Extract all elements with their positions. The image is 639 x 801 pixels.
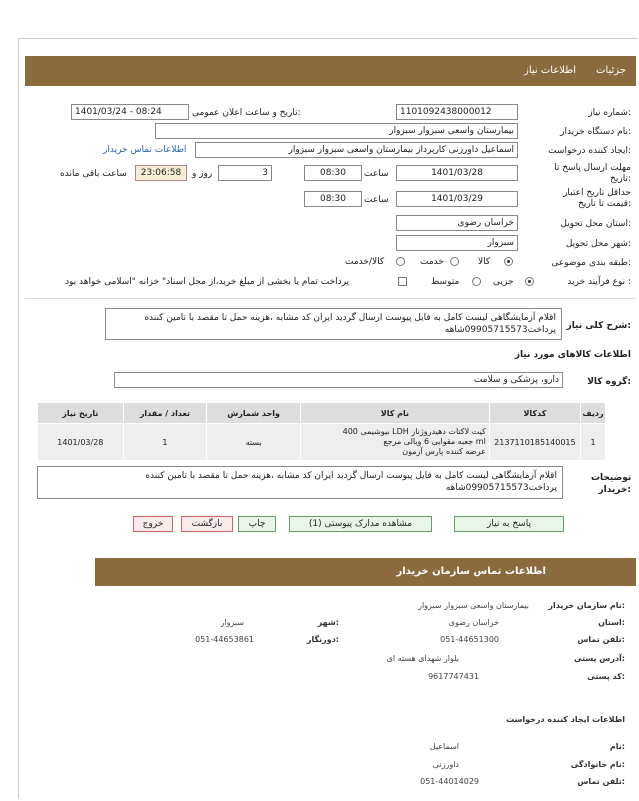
buyer-org-field: بیمارستان واسعی سبزوار سبزوار <box>155 123 518 139</box>
validity-time-label: ساعت <box>364 195 389 205</box>
group-label: گروه کالا: <box>587 377 631 387</box>
col-row: ردیف <box>581 403 606 424</box>
category-both-label: کالا/خدمت <box>345 257 385 267</box>
reply-button[interactable]: پاسخ به نیاز <box>454 516 564 532</box>
col-name: نام کالا <box>301 403 490 424</box>
province-label: استان محل تحویل: <box>560 219 631 229</box>
header-title: جزئیات <box>596 65 626 76</box>
deadline-label: مهلت ارسال پاسخ تا تاریخ: <box>554 163 631 184</box>
need-number-field: 1101092438000012 <box>396 104 518 120</box>
contact-postal-label: کد پستی: <box>587 672 625 681</box>
category-goods-label: کالا <box>478 257 491 267</box>
creator-info-title: اطلاعات ایجاد کننده درخواست <box>506 715 625 724</box>
contact-province-label: استان: <box>598 618 625 627</box>
process-minor-radio[interactable] <box>525 277 534 286</box>
contact-city: سبزوار <box>220 618 244 627</box>
deadline-time-label: ساعت <box>364 169 389 179</box>
remaining-time-field: 23:06:58 <box>135 165 187 181</box>
contact-city-label: شهر: <box>317 618 339 627</box>
category-both-radio[interactable] <box>396 257 405 266</box>
payment-note: پرداخت تمام یا بخشی از مبلغ خرید،از محل اسناد" خزانه "اسلامی خواهد بود <box>65 277 350 287</box>
contact-buyer-name-label: نام سازمان خریدار: <box>548 601 625 610</box>
section-divider <box>25 298 636 299</box>
buyer-org-label: نام دستگاه خریدار: <box>560 127 631 137</box>
creator-name-label: نام: <box>609 742 625 751</box>
treasury-checkbox[interactable] <box>398 277 407 286</box>
contact-header <box>95 558 636 586</box>
goods-table <box>37 402 606 461</box>
category-label: طبقه بندی موضوعی: <box>551 258 631 268</box>
general-desc-box: اقلام آزمایشگاهی لیست کامل به فایل پیوست ارسال گردید ایران کد مشابه ،هزینه حمل تا مقصد با تامین کننده پرداخت09905715573شاهه <box>105 308 562 340</box>
days-field: 3 <box>218 165 272 181</box>
validity-time-field: 08:30 <box>304 191 362 207</box>
city-label: شهر محل تحویل: <box>565 239 631 249</box>
process-minor-label: جزیی <box>493 277 514 287</box>
category-service-radio[interactable] <box>450 257 459 266</box>
page-header <box>25 56 636 86</box>
deadline-date-field: 1401/03/28 <box>396 165 518 181</box>
cell-qty: 1 <box>123 424 207 461</box>
contact-phone: 051-44651300 <box>440 635 499 644</box>
contact-buyer-name: بیمارستان واسعی سبزوار سبزوار <box>418 601 529 610</box>
general-desc-label: شرح کلی نیاز: <box>566 321 631 331</box>
col-unit: واحد شمارش <box>207 403 301 424</box>
creator-family: داورزنی <box>432 760 459 769</box>
cell-name <box>301 424 490 461</box>
attachments-button[interactable]: مشاهده مدارک پیوستی (1) <box>289 516 432 532</box>
col-code: کدکالا <box>489 403 580 424</box>
contact-address: بلوار شهدای هسته ای <box>386 654 459 663</box>
process-medium-radio[interactable] <box>472 277 481 286</box>
creator-phone: 051-44014029 <box>420 777 479 786</box>
table-header-row <box>38 403 606 424</box>
back-button[interactable]: بازگشت <box>181 516 233 532</box>
creator-phone-label: تلفن تماس: <box>577 777 625 786</box>
buyer-contact-link[interactable]: اطلاعات تماس خریدار <box>103 145 187 155</box>
cell-code: 2137110185140015 <box>489 424 580 461</box>
announce-label: تاریخ و ساعت اعلان عمومی: <box>192 108 301 118</box>
cell-date: 1401/03/28 <box>38 424 124 461</box>
contact-address-label: آدرس پستی: <box>574 654 625 663</box>
city-field: سبزوار <box>396 235 518 251</box>
creator-family-label: نام خانوادگی: <box>570 760 625 769</box>
process-label: نوع فرآیند خرید : <box>567 277 631 287</box>
contact-postal: 9617747431 <box>428 672 479 681</box>
contact-phone-label: تلفن تماس: <box>577 635 625 644</box>
buyer-desc-label: توضیحات خریدار: <box>591 473 632 495</box>
days-label: روز و <box>192 169 213 179</box>
announce-field: 1401/03/24 - 08:24 <box>71 104 189 120</box>
validity-date-field: 1401/03/29 <box>396 191 518 207</box>
contact-fax-label: دورنگار: <box>306 635 339 644</box>
buyer-desc-box: اقلام آزمایشگاهی لیست کامل به فایل پیوست ارسال گردید ایران کد مشابه ،هزینه حمل تا مقصد با تامین کننده پرداخت09905715573شاهه <box>37 466 563 499</box>
creator-label: ایجاد کننده درخواست: <box>548 146 631 156</box>
creator-name: اسماعیل <box>429 742 459 751</box>
cell-row: 1 <box>581 424 606 461</box>
col-qty: تعداد / مقدار <box>123 403 207 424</box>
need-number-label: شماره نیاز: <box>588 108 631 118</box>
exit-button[interactable]: خروج <box>133 516 173 532</box>
category-goods-radio[interactable] <box>504 257 513 266</box>
table-row <box>38 424 606 461</box>
print-button[interactable]: چاپ <box>238 516 276 532</box>
cell-name-line3: عرضه کننده پارس آزمون <box>402 447 486 456</box>
header-subtitle: اطلاعات نیاز <box>524 65 576 76</box>
contact-province: خراسان رضوی <box>448 618 499 627</box>
group-field: دارو، پزشکی و سلامت <box>114 372 563 388</box>
cell-name-line1: کیت لاکتات دهیدروژناز LDH بیوشیمی 400 <box>342 427 486 436</box>
min-validity-label: حداقل تاریخ اعتبار قیمت تا تاریخ: <box>563 188 631 209</box>
contact-fax: 051-44653861 <box>195 635 254 644</box>
contact-header-title: اطلاعات تماس سازمان خریدار <box>396 566 546 577</box>
remaining-label: ساعت باقی مانده <box>60 169 127 179</box>
cell-unit: بسته <box>207 424 301 461</box>
creator-field: اسماعیل داورزنی کارپرداز بیمارستان واسعی سبزوار سبزوار <box>195 142 518 158</box>
category-service-label: خدمت <box>420 257 444 267</box>
col-date: تاریخ نیاز <box>38 403 124 424</box>
process-medium-label: متوسط <box>431 277 460 287</box>
deadline-time-field: 08:30 <box>304 165 362 181</box>
goods-section-title: اطلاعات کالاهای مورد نیاز <box>514 350 631 360</box>
cell-name-line2: ml جعبه مقوایی 6 ویالی مرجع <box>383 437 486 446</box>
province-field: خراسان رضوی <box>396 215 518 231</box>
